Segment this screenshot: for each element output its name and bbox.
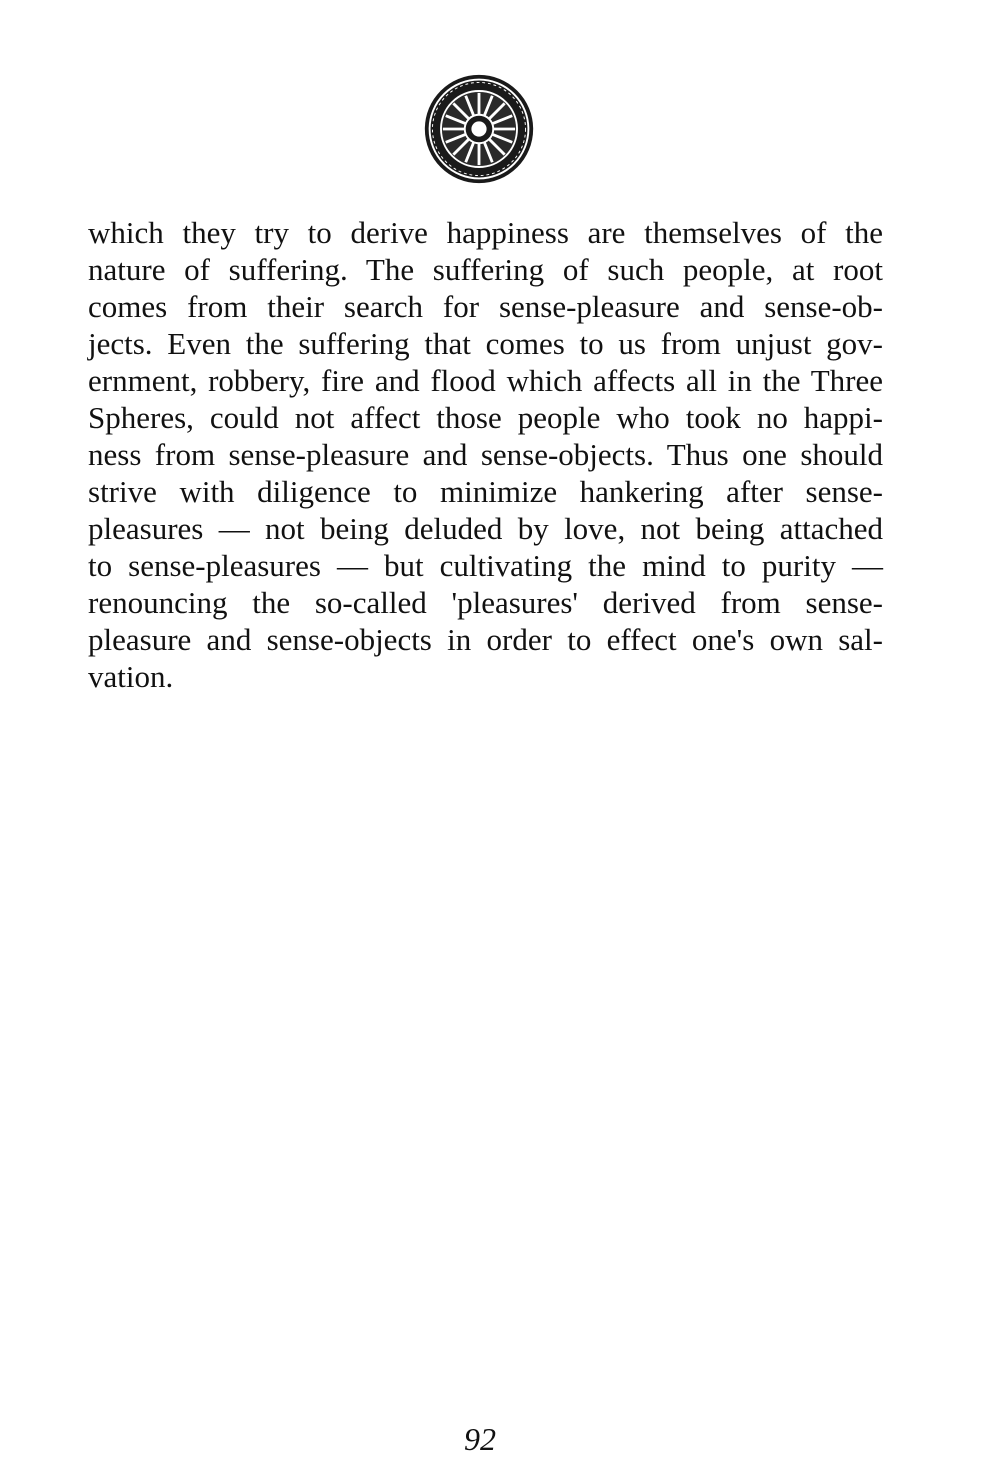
body-line: to sense-pleasures — but cultivating the mind to purity — bbox=[88, 548, 883, 583]
body-line: comes from their search for sense-pleasure and sense-ob- bbox=[88, 289, 883, 324]
page-number: 92 bbox=[464, 1421, 496, 1457]
body-text bbox=[88, 214, 883, 695]
body-line: pleasures — not being deluded by love, not being attached bbox=[88, 511, 883, 546]
body-line: strive with diligence to minimize hankering after sense- bbox=[88, 474, 883, 509]
dharma-wheel-icon bbox=[422, 72, 536, 186]
body-line: vation. bbox=[88, 659, 174, 694]
body-line: pleasure and sense-objects in order to effect one's own sal- bbox=[88, 622, 883, 657]
body-line: ness from sense-pleasure and sense-objects. Thus one should bbox=[88, 437, 883, 472]
body-line: Spheres, could not affect those people who took no happi- bbox=[88, 400, 883, 435]
body-line: jects. Even the suffering that comes to us from unjust gov- bbox=[88, 326, 883, 361]
body-line: nature of suffering. The suffering of such people, at root bbox=[88, 252, 883, 287]
body-line: which they try to derive happiness are themselves of the bbox=[88, 215, 883, 250]
body-line: renouncing the so-called 'pleasures' derived from sense- bbox=[88, 585, 883, 620]
body-line: ernment, robbery, fire and flood which affects all in the Three bbox=[88, 363, 883, 398]
